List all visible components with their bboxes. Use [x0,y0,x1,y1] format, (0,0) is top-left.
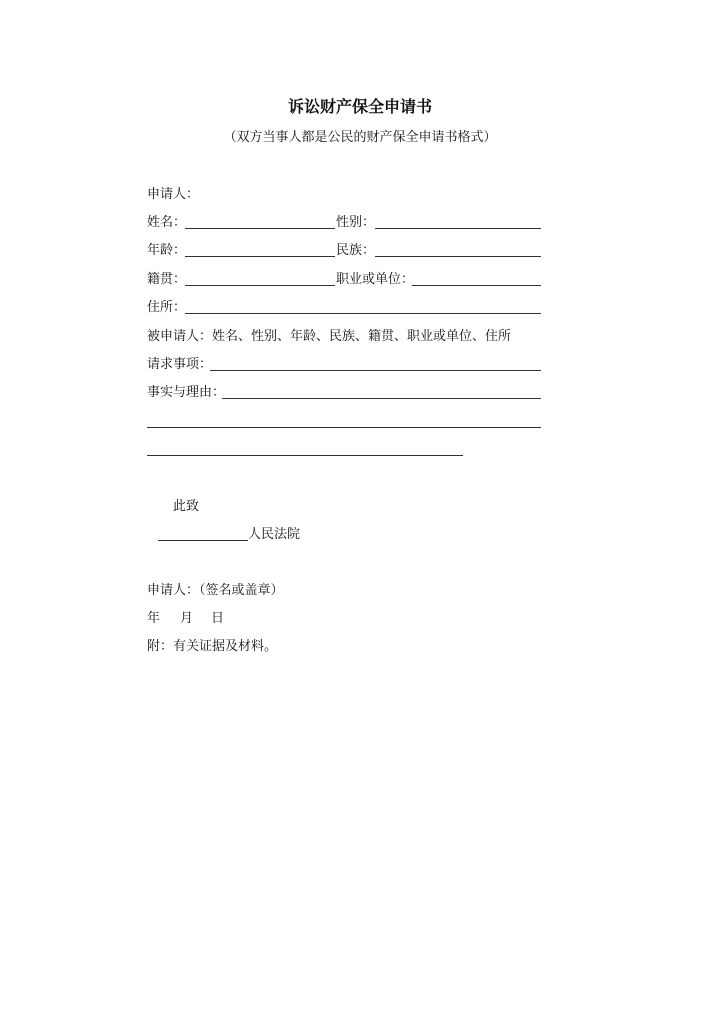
address-label: 住所： [147,300,187,315]
attachment-note: 附：有关证据及材料。 [147,639,278,654]
age-ethnicity-row [0,243,720,259]
age-blank-line [185,243,335,257]
date-day-label: 日 [211,611,225,626]
salutation-row [0,499,720,515]
facts-label: 事实与理由： [147,385,226,400]
address-blank-line [185,300,541,314]
date-row [0,611,720,627]
gender-label: 性别： [336,215,376,230]
occupation-label: 职业或单位： [336,272,415,287]
name-blank-line [185,215,335,229]
address-row [0,300,720,316]
respondent-line: 被申请人：姓名、性别、年龄、民族、籍贯、职业或单位、住所 [147,329,512,344]
occupation-blank-line [412,272,541,286]
document-subtitle: （双方当事人都是公民的财产保全申请书格式） [223,130,497,145]
signature-row [0,583,720,599]
name-label: 姓名： [147,215,187,230]
facts-blank-line-2 [147,414,541,428]
claims-label: 请求事项： [147,357,213,372]
salutation: 此致 [173,499,200,514]
facts-blank-line [222,385,541,399]
date-year-label: 年 [147,611,161,626]
claims-blank-line [210,357,541,371]
attachment-row [0,639,720,655]
age-label: 年龄： [147,243,187,258]
ethnicity-blank-line [375,243,541,257]
court-suffix: 人民法院 [248,527,301,542]
signature-line: 申请人：（签名或盖章） [147,583,284,598]
court-row [0,527,720,543]
facts-continuation-row [0,414,720,430]
document-title: 诉讼财产保全申请书 [287,97,432,116]
facts-row [0,385,720,401]
ethnicity-label: 民族： [336,243,376,258]
native-place-label: 籍贯： [147,272,187,287]
native-place-blank-line [185,272,335,286]
court-name-blank-line [158,527,248,541]
facts-continuation-row [0,442,720,458]
name-gender-row [0,215,720,231]
native-place-occupation-row [0,272,720,288]
date-month-label: 月 [180,611,194,626]
gender-blank-line [375,215,541,229]
claims-row [0,357,720,373]
applicant-heading: 申请人： [147,187,200,202]
facts-blank-line-3 [147,442,463,456]
applicant-heading-row [0,187,720,203]
respondent-row [0,329,720,345]
